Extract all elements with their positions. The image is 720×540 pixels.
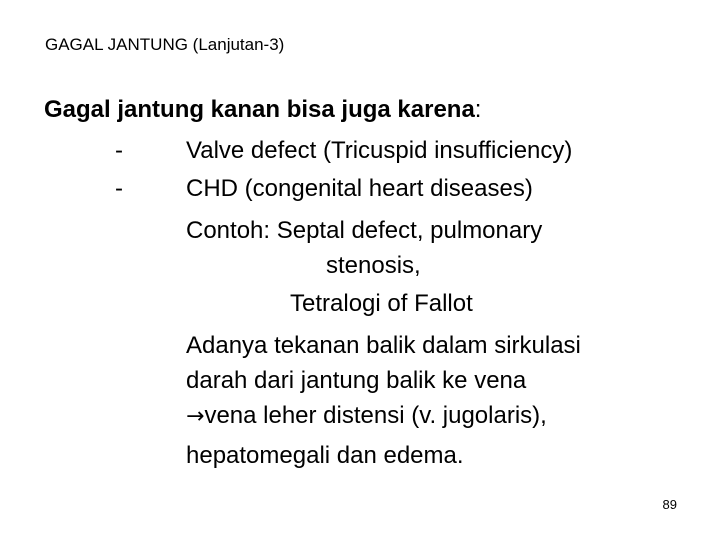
explanation-line-3 <box>186 402 547 431</box>
example-line-continued: stenosis, <box>326 252 421 279</box>
lead-sentence <box>44 96 481 124</box>
bullet-marker-1: - <box>115 137 123 164</box>
example-line-fallot: Tetralogi of Fallot <box>290 290 473 317</box>
bullet-text-2: CHD (congenital heart diseases) <box>186 175 533 202</box>
lead-sentence-bold: Gagal jantung kanan bisa juga karena <box>44 96 475 123</box>
explanation-line-3-text: vena leher distensi (v. jugolaris), <box>204 402 547 429</box>
slide-title: GAGAL JANTUNG (Lanjutan-3) <box>45 35 285 54</box>
explanation-line-4: hepatomegali dan edema. <box>186 442 464 469</box>
explanation-line-1: Adanya tekanan balik dalam sirkulasi <box>186 332 581 359</box>
bullet-marker-2: - <box>115 175 123 202</box>
lead-sentence-colon: : <box>474 96 482 123</box>
explanation-line-2: darah dari jantung balik ke vena <box>186 367 527 394</box>
page-number: 89 <box>662 497 677 512</box>
right-arrow-icon: → <box>186 404 205 429</box>
bullet-text-1: Valve defect (Tricuspid insufficiency) <box>186 137 573 164</box>
example-line: Contoh: Septal defect, pulmonary <box>186 217 543 244</box>
